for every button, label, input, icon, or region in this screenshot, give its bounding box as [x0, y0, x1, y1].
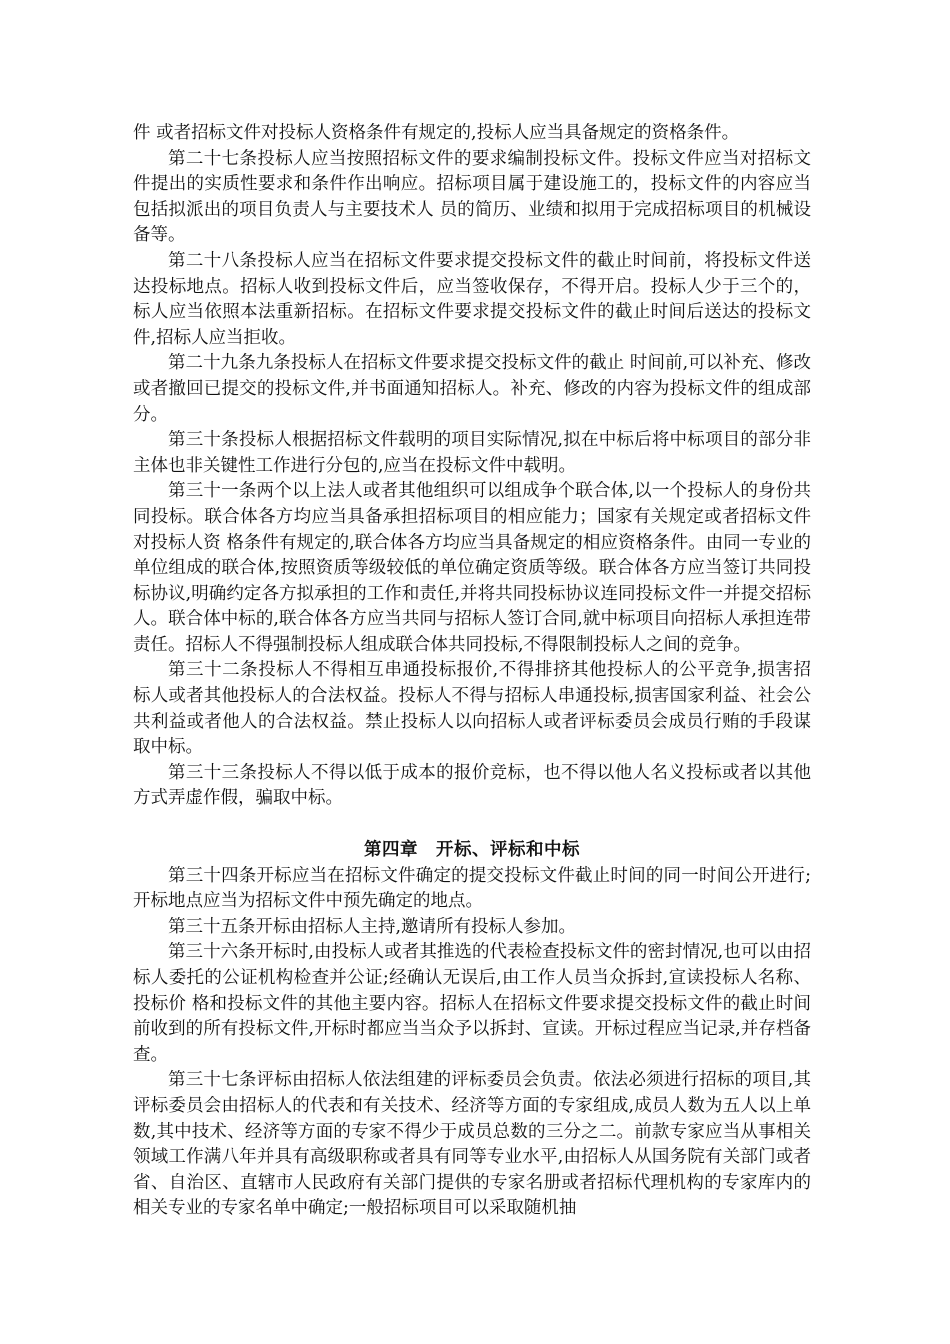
paragraph-article-37: 第三十七条评标由招标人依法组建的评标委员会负责。依法必须进行招标的项目,其评标委员会由招标人的代表和有关技术、经济等方面的专家组成,成员人数为五人以上单数,其中技术、经济等方面的专家不得少于成员总数的三分之二。前款专家应当从事相关领域工作满八年并具有高级职称或者具有同等专业水平,由招标人从国务院有关部门或者省、自治区、直辖市人民政府有关部门提供的专家名册或者招标代理机构的专家库内的相关专业的专家名单中确定;一般招标项目可以采取随机抽: [133, 1070, 811, 1219]
paragraph-article-36: 第三十六条开标时,由投标人或者其推选的代表检查投标文件的密封情况,也可以由招标人委托的公证机构检查并公证;经确认无误后,由工作人员当众拆封,宣读投标人名称、投标价 格和投标文件的其他主要内容。招标人在招标文件要求提交投标文件的截止时间前收到的所有投标文件,开标时都应当当众予以拆封、宣读。开标过程应当记录,并存档备查。: [133, 942, 811, 1065]
paragraph-article-30: 第三十条投标人根据招标文件载明的项目实际情况,拟在中标后将中标项目的部分非主体也非关键性工作进行分包的,应当在投标文件中载明。: [133, 430, 811, 476]
paragraph-article-28: 第二十八条投标人应当在招标文件要求提交投标文件的截止时间前，将投标文件送达投标地点。招标人收到投标文件后，应当签收保存，不得开启。投标人少于三个的，标人应当依照本法重新招标。在招标文件要求提交投标文件的截止时间后送达的投标文件,招标人应当拒收。: [133, 250, 811, 348]
chapter-title: 第四章 开标、评标和中标: [364, 840, 580, 861]
paragraph-article-34: 第三十四条开标应当在招标文件确定的提交投标文件截止时间的同一时间公开进行; 开标地点应当为招标文件中预先确定的地点。: [133, 865, 811, 912]
paragraph-article-27: 第二十七条投标人应当按照招标文件的要求编制投标文件。投标文件应当对招标文件提出的实质性要求和条件作出响应。招标项目属于建设施工的，投标文件的内容应当包括拟派出的项目负责人与主要技术人 员的简历、业绩和拟用于完成招标项目的机械设备等。: [133, 148, 811, 246]
paragraph-article-29: 第二十九条九条投标人在招标文件要求提交投标文件的截止 时间前,可以补充、修改或者撤回已提交的投标文件,并书面通知招标人。补充、修改的内容为投标文件的组成部分。: [133, 353, 811, 425]
paragraph-article-35: 第三十五条开标由招标人主持,邀请所有投标人参加。: [168, 916, 577, 937]
paragraph-article-32: 第三十二条投标人不得相互串通投标报价,不得排挤其他投标人的公平竞争,损害招 标人或者其他投标人的合法权益。投标人不得与招标人串通投标,损害国家利益、社会公共利益或者他人的合法权益。禁止投标人以向招标人或者评标委员会成员行贿的手段谋取中标。: [133, 660, 811, 758]
document-page: [133, 121, 811, 1222]
paragraph-article-33: 第三十三条投标人不得以低于成本的报价竞标，也不得以他人名义投标或者以其他 方式弄虚作假，骗取中标。: [133, 762, 811, 809]
paragraph-article-31: 第三十一条两个以上法人或者其他组织可以组成争个联合体,以一个投标人的身份共同投标。联合体各方均应当具备承担招标项目的相应能力；国家有关规定或者招标文件对投标人资 格条件有规定的,联合体各方均应当具备规定的相应资格条件。由同一专业的单位组成的联合体,按照资质等级较低的单位确定资质等级。联合体各方应当签订共同投标协议,明确约定各方拟承担的工作和责任,并将共同投标协议连同投标文件一并提交招标人。联合体中标的,联合体各方应当共同与招标人签订合同,就中标项目向招标人承担连带责任。招标人不得强制投标人组成联合体共同投标,不得限制投标人之间的竞争。: [133, 481, 811, 655]
paragraph-continuation: 件 或者招标文件对投标人资格条件有规定的,投标人应当具备规定的资格条件。: [133, 123, 740, 143]
